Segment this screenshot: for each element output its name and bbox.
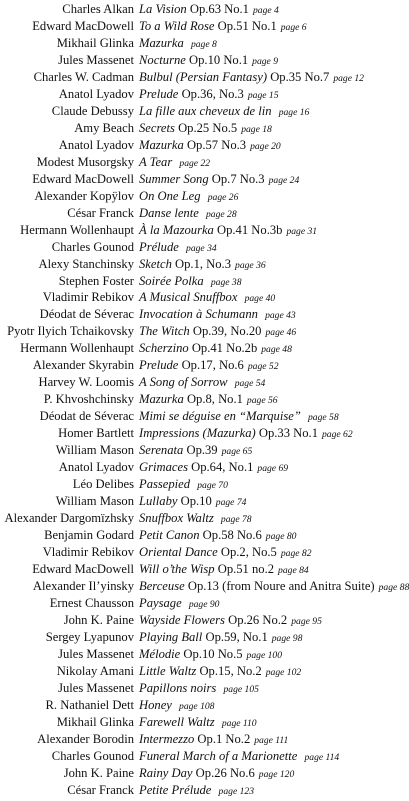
piece-title: Snuffbox Waltz (139, 511, 214, 526)
composer-name: Modest Musorgsky (36, 154, 134, 169)
opus-number: Op.58 No.6 (202, 528, 262, 543)
page-number: page 38 (210, 276, 242, 288)
page-number: page 18 (241, 123, 272, 135)
page-number: page 105 (223, 683, 259, 695)
toc-entry (0, 222, 402, 239)
page-number: page 110 (221, 717, 257, 729)
piece-title: Scherzino (139, 341, 189, 356)
piece-title: Wayside Flowers (139, 612, 225, 627)
page-number: page 100 (246, 649, 282, 661)
piece-title: Paysage (139, 595, 182, 610)
toc-entry (0, 731, 402, 748)
composer-name: Sergey Lyapunov (45, 629, 134, 644)
toc-entry (0, 595, 402, 612)
toc-entry (0, 103, 402, 120)
page-number: page 26 (207, 191, 239, 203)
toc-entry (0, 86, 402, 103)
opus-number: Op.36, No.3 (181, 86, 244, 101)
composer-name: Charles Alkan (62, 2, 134, 16)
toc-entry (0, 544, 402, 561)
page-number: page 43 (265, 310, 296, 322)
toc-entry (0, 188, 402, 205)
composer-name: Alexander Skyrabin (32, 358, 134, 373)
toc-entry (0, 714, 402, 731)
toc-entry (0, 510, 402, 527)
opus-number: Op.33 No.1 (258, 426, 318, 441)
toc-entry (0, 425, 402, 442)
piece-title: Mazurka (139, 392, 184, 407)
opus-number: Op.64, No.1 (191, 460, 254, 475)
piece-title: Bulbul (Persian Fantasy) (139, 69, 268, 84)
toc-entry (0, 52, 402, 69)
piece-title: Honey (139, 697, 172, 712)
page-number: page 74 (215, 497, 247, 509)
piece-title: The Witch (139, 324, 190, 339)
composer-name: Hermann Wollenhaupt (20, 341, 134, 356)
toc-entry (0, 391, 402, 408)
page-number: page 90 (188, 598, 220, 610)
page-number: page 24 (268, 174, 300, 186)
composer-name: César Franck (67, 205, 134, 220)
piece-title: Sketch (139, 256, 172, 271)
page-number: page 15 (247, 89, 279, 101)
piece-title: Playing Ball (139, 629, 203, 644)
toc-entry (0, 323, 402, 340)
composer-name: Jules Massenet (58, 646, 134, 661)
toc-entry (0, 493, 402, 510)
piece-title: La fille aux cheveux de lin (139, 103, 272, 118)
piece-title: Papillons noirs (139, 680, 217, 695)
page-number: page 69 (257, 463, 289, 475)
toc-entry (0, 663, 402, 680)
composer-name: Amy Beach (74, 120, 134, 135)
page-number: page 48 (261, 344, 292, 356)
piece-title: Grimaces (139, 460, 188, 475)
page-number: page 95 (291, 615, 322, 627)
piece-title: A Tear (139, 154, 173, 169)
toc-entry (0, 289, 402, 306)
toc-entry (0, 646, 402, 663)
page-number: page 4 (252, 5, 279, 16)
piece-title: Prelude (139, 358, 179, 373)
toc-entry (0, 137, 402, 154)
page-number: page 102 (265, 666, 302, 678)
toc-entry (0, 340, 402, 357)
toc-entry (0, 306, 402, 323)
opus-number: Op.2, No.5 (220, 545, 277, 559)
page-number: page 52 (247, 361, 279, 373)
piece-title: Passepied (139, 477, 191, 492)
composer-name: P. Khvoshchinsky (43, 392, 134, 407)
page-number: page 98 (271, 632, 303, 644)
piece-title: Intermezzo (139, 731, 195, 746)
piece-title: Nocturne (139, 52, 186, 67)
toc-entry (0, 374, 402, 391)
piece-title: Mimi se déguise en “Marquise” (139, 409, 301, 424)
composer-name: William Mason (55, 494, 134, 509)
page-number: page 8 (190, 38, 217, 50)
page-number: page 9 (252, 55, 279, 67)
composer-name: Nikolay Amani (56, 663, 134, 678)
composer-name: Jules Massenet (58, 52, 134, 67)
page-number: page 58 (308, 412, 339, 424)
page-number: page 28 (205, 208, 237, 220)
piece-title: A Song of Sorrow (139, 375, 228, 390)
page-number: page 114 (304, 751, 340, 763)
page-number: page 31 (286, 225, 318, 237)
composer-name: Claude Debussy (51, 103, 134, 118)
page-number: page 12 (333, 72, 364, 84)
composer-name: John K. Paine (63, 612, 134, 627)
page-number: page 108 (179, 700, 215, 712)
opus-number: Op.7 No.3 (211, 171, 265, 186)
piece-title: Danse lente (139, 205, 199, 220)
composer-name: Déodat de Séverac (39, 307, 134, 322)
toc-entry (0, 69, 402, 86)
toc-entry (0, 680, 402, 697)
page-number: page 6 (280, 21, 307, 33)
page-number: page 70 (197, 480, 228, 492)
page-number: page 78 (220, 514, 252, 526)
opus-number: Op.35 No.7 (270, 69, 330, 84)
toc-entry (0, 408, 402, 425)
piece-title: À la Mazourka (139, 222, 214, 237)
page-number: page 20 (250, 140, 281, 152)
piece-title: La Vision (139, 2, 187, 16)
piece-title: Serenata (139, 443, 184, 458)
toc-entry (0, 171, 402, 188)
piece-title: Will o’the Wisp (139, 561, 215, 576)
toc-entry (0, 357, 402, 374)
opus-number: Op.10 (180, 494, 212, 509)
toc-entry (0, 782, 402, 799)
toc-entry (0, 578, 409, 595)
toc-entry (0, 561, 402, 578)
toc-entry (0, 18, 402, 35)
opus-number: Op.8, No.1 (186, 392, 243, 407)
page-number: page 111 (254, 734, 289, 746)
toc-entry (0, 765, 402, 782)
opus-number: Op.10 No.5 (183, 646, 243, 661)
toc-entry (0, 459, 402, 476)
piece-title: Soirée Polka (139, 273, 204, 288)
toc-entry (0, 35, 402, 52)
composer-name: Edward MacDowell (32, 18, 134, 33)
piece-title: Berceuse (139, 578, 185, 593)
piece-title: Rainy Day (139, 765, 193, 780)
page-number: page 65 (221, 446, 253, 458)
page-number: page 22 (179, 157, 211, 169)
opus-number: Op.51 no.2 (217, 561, 275, 576)
page-number: page 46 (265, 327, 297, 339)
piece-title: Oriental Dance (139, 545, 218, 559)
opus-number: Op.57 No.3 (186, 137, 247, 152)
toc-entry (0, 239, 402, 256)
piece-title: Mazurka (139, 137, 184, 152)
piece-entry (139, 782, 254, 801)
toc-entry (0, 442, 402, 459)
piece-title: Invocation à Schumann (139, 307, 258, 322)
page-number: page 62 (322, 429, 353, 441)
composer-name: Alexander Dargomïzhsky (4, 511, 134, 526)
opus-number: Op.15, No.2 (199, 663, 262, 678)
opus-number: Op.13 (from Noure and Anitra Suite) (187, 578, 375, 593)
composer-name: Pyotr Ilyich Tchaikovsky (7, 324, 134, 339)
piece-title: Mazurka (139, 35, 184, 50)
composer-name: Léo Delibes (72, 477, 134, 492)
composer-name: Edward MacDowell (32, 171, 134, 186)
piece-title: Farewell Waltz (139, 714, 215, 729)
composer-name: Alexander Kopÿlov (34, 188, 134, 203)
opus-number: Op.10 No.1 (189, 52, 249, 67)
piece-title: Little Waltz (139, 663, 197, 678)
opus-number: Op.17, No.6 (181, 358, 244, 373)
piece-title: Funeral March of a Marionette (139, 748, 298, 763)
opus-number: Op.41 No.2b (191, 341, 258, 356)
opus-number: Op.63 No.1 (189, 2, 249, 16)
composer-name: William Mason (55, 443, 134, 458)
composer-name: Ernest Chausson (49, 595, 134, 610)
toc-entry (0, 629, 402, 646)
composer-name: Harvey W. Loomis (38, 375, 134, 390)
page-number: page 54 (234, 378, 266, 390)
page-number: page 56 (246, 395, 278, 407)
composer-name: Alexy Stanchinsky (38, 256, 134, 271)
composer-name: Anatol Lyadov (58, 137, 134, 152)
piece-title: On One Leg (139, 188, 201, 203)
toc-entry (0, 527, 402, 544)
opus-number: Op.51 No.1 (217, 18, 277, 33)
opus-number: Op.26 No.2 (228, 612, 288, 627)
composer-name: Hermann Wollenhaupt (20, 222, 134, 237)
opus-number: Op.1 No.2 (197, 731, 251, 746)
piece-title: Prélude (139, 239, 179, 254)
page-number: page 82 (280, 548, 312, 559)
page-number: page 36 (235, 259, 266, 271)
toc-entry (0, 697, 402, 714)
page-number: page 88 (378, 581, 409, 593)
page-number: page 34 (186, 242, 217, 254)
opus-number: Op.39 (186, 443, 218, 458)
opus-number: Op.26 No.6 (195, 765, 255, 780)
page-number: page 40 (244, 293, 276, 305)
toc-entry (0, 205, 402, 222)
toc-entry (0, 612, 402, 629)
piece-title: To a Wild Rose (139, 18, 215, 33)
piece-title: Mélodie (139, 646, 181, 661)
piece-title: Impressions (Mazurka) (139, 426, 256, 441)
composer-name: César Franck (67, 782, 134, 797)
piece-title: Prelude (139, 86, 179, 101)
toc-entry (0, 476, 402, 493)
page-number: page 84 (278, 564, 309, 576)
piece-title: A Musical Snuffbox (139, 290, 238, 305)
opus-number: Op.41 No.3b (217, 222, 283, 237)
opus-number: Op.39, No.20 (192, 324, 262, 339)
composer-name: Charles Gounod (51, 748, 134, 763)
page-number: page 80 (265, 531, 297, 543)
toc-entry (0, 1, 402, 18)
composer-name: Anatol Lyadov (58, 86, 134, 101)
page-number: page 120 (258, 768, 295, 780)
toc-entry (0, 120, 402, 137)
composer-name: Alexander Il’yinsky (32, 578, 134, 593)
composer-name: Stephen Foster (58, 273, 134, 288)
composer-name: John K. Paine (63, 765, 134, 780)
composer-name: Jules Massenet (58, 680, 134, 695)
composer-name: Homer Bartlett (58, 426, 134, 441)
piece-title: Summer Song (139, 171, 209, 186)
composer-name: Anatol Lyadov (58, 460, 134, 475)
opus-number: Op.59, No.1 (205, 629, 268, 644)
toc-entry (0, 748, 402, 765)
composer-name: Mikhail Glinka (56, 714, 134, 729)
composer-name: Benjamin Godard (44, 528, 134, 543)
toc-entry (0, 273, 402, 290)
composer-name: Déodat de Séverac (39, 409, 134, 424)
opus-number: Op.1, No.3 (175, 256, 232, 271)
piece-title: Secrets (139, 120, 175, 135)
toc-entry (0, 154, 402, 171)
composer-name: Alexander Borodin (37, 731, 134, 746)
composer-name: Vladimir Rebikov (42, 290, 134, 305)
piece-title: Petit Canon (139, 528, 200, 543)
composer-name: Charles W. Cadman (33, 69, 134, 84)
page-number: page 123 (218, 785, 254, 797)
piece-title: Petite Prélude (139, 782, 212, 797)
toc-entry (0, 256, 402, 273)
opus-number: Op.25 No.5 (178, 120, 238, 135)
composer-name: Mikhail Glinka (56, 35, 134, 50)
composer-name: Vladimir Rebikov (42, 545, 134, 559)
composer-name: Charles Gounod (51, 239, 134, 254)
composer-name: R. Nathaniel Dett (45, 697, 134, 712)
composer-name: Edward MacDowell (32, 561, 134, 576)
piece-title: Lullaby (139, 494, 178, 509)
page-number: page 16 (278, 106, 310, 118)
